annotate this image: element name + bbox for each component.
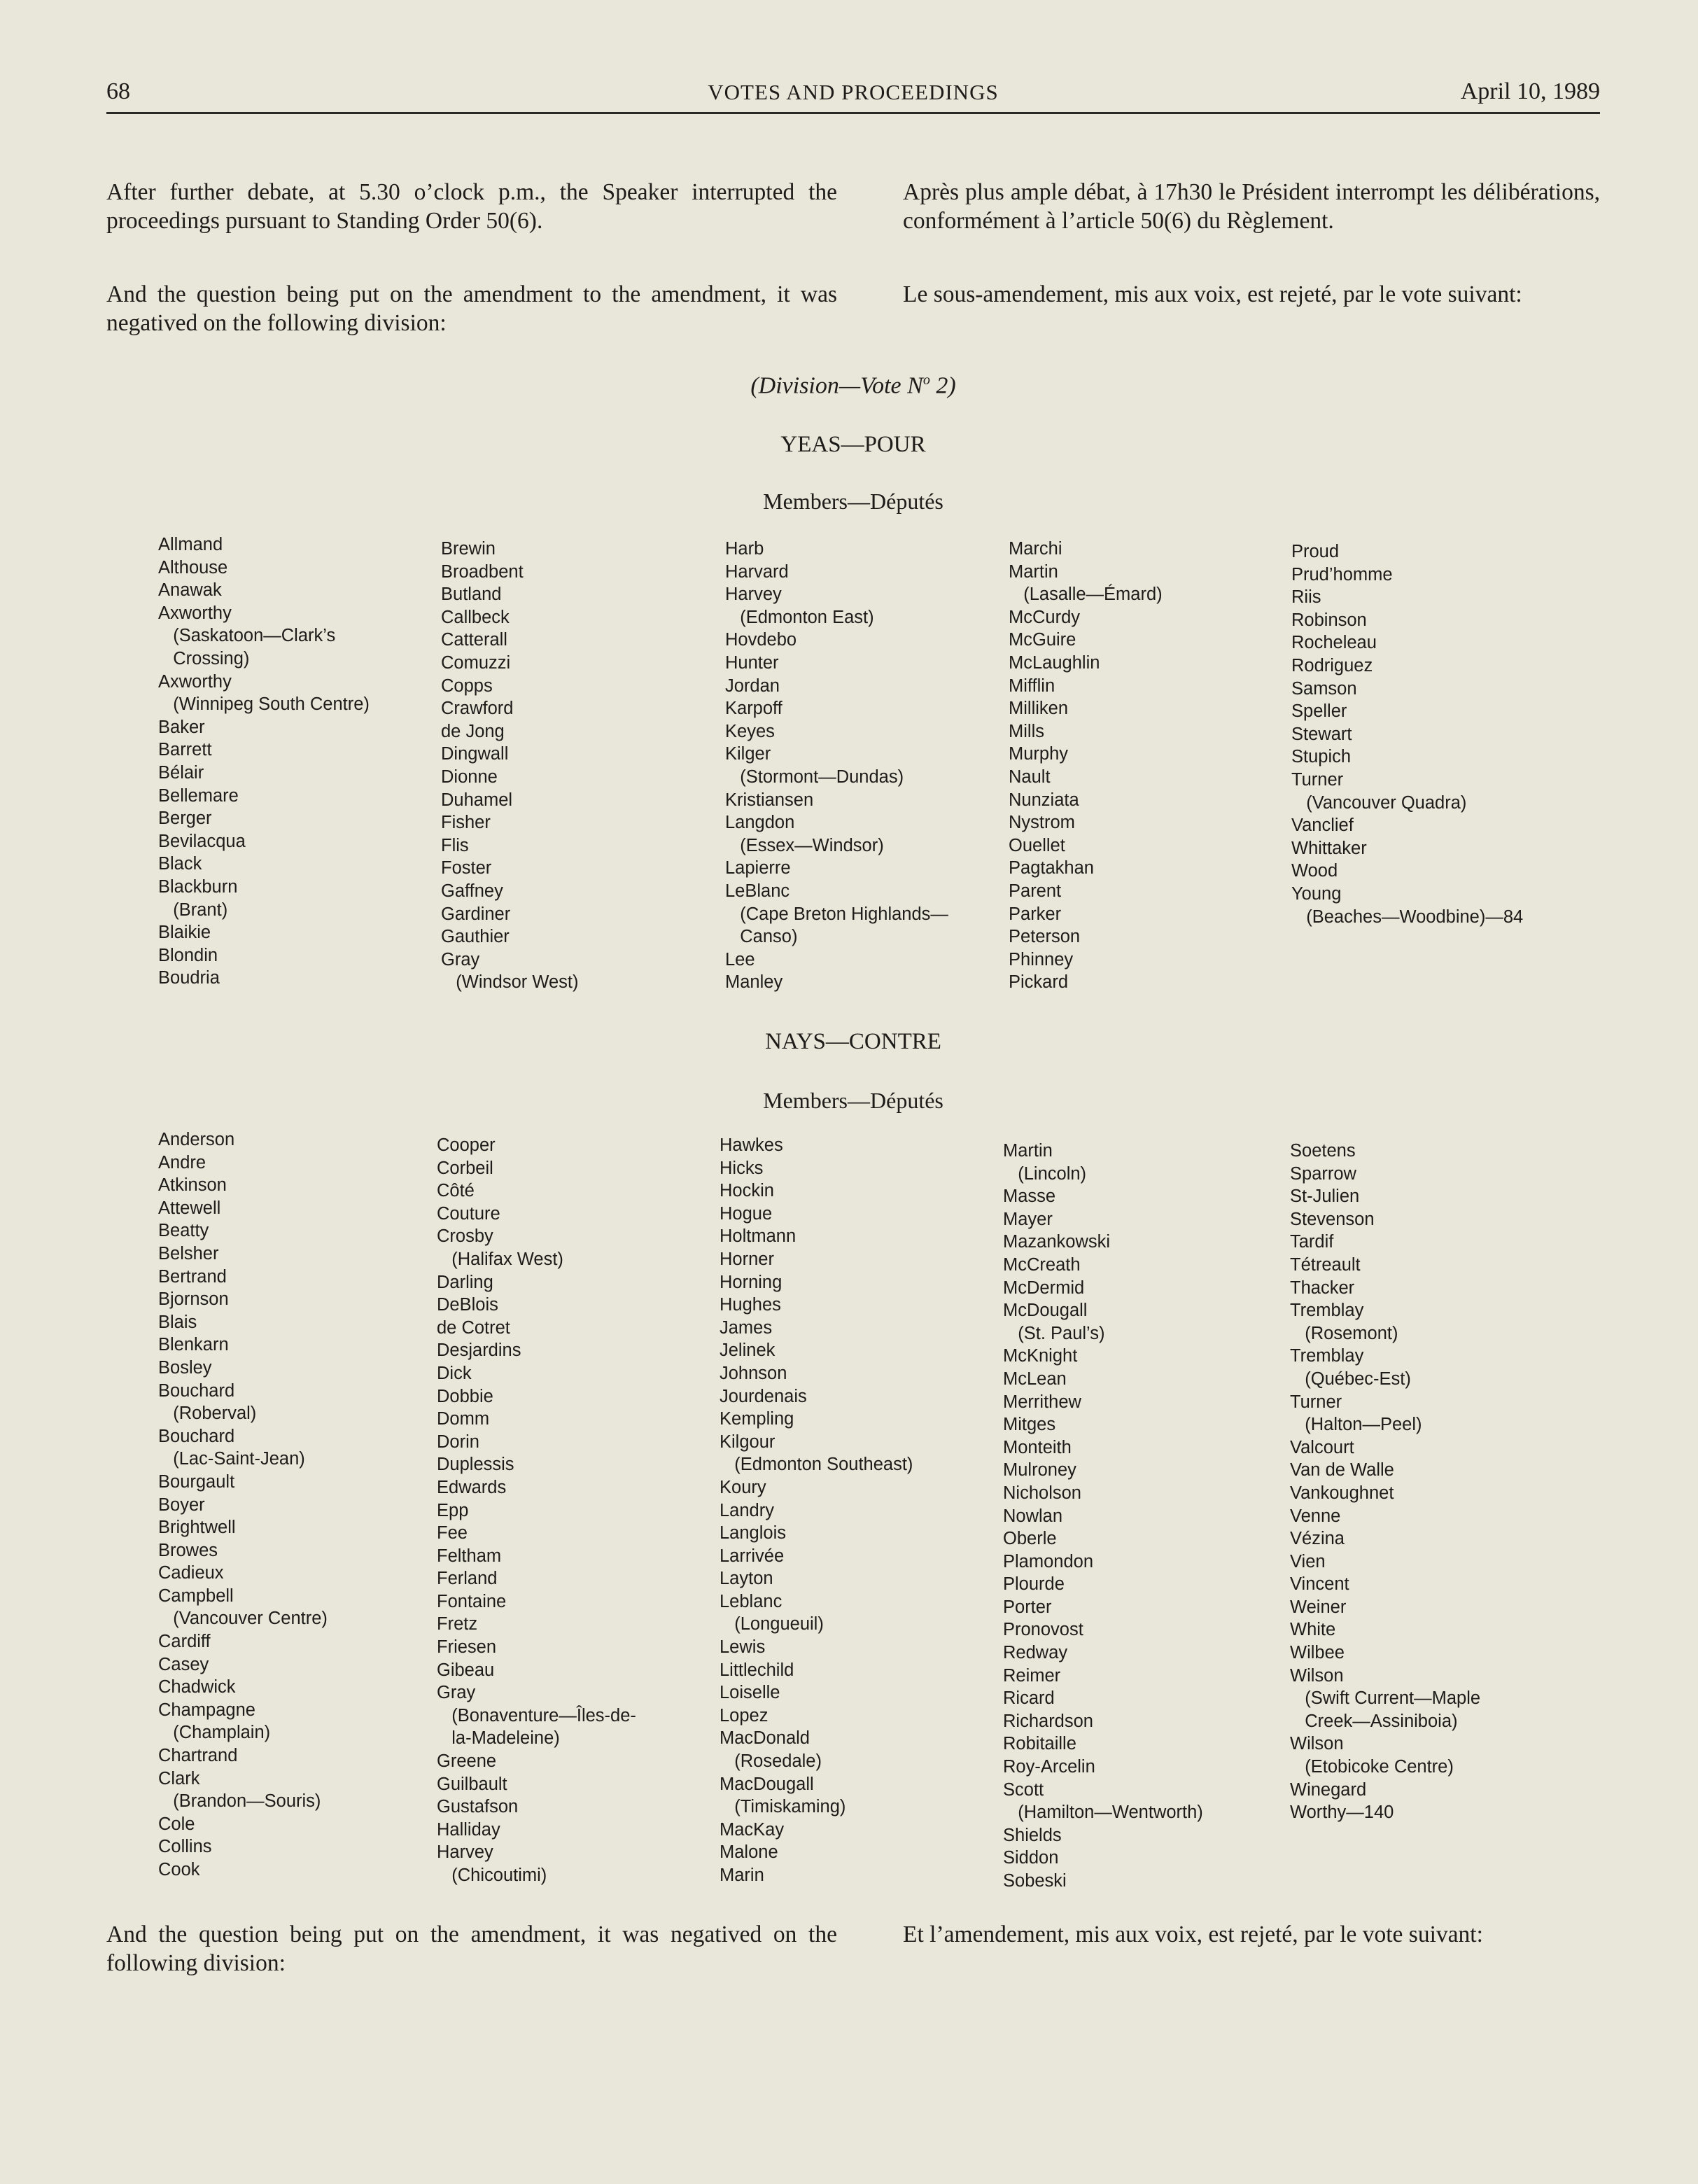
member-entry: de Cotret xyxy=(437,1317,510,1338)
member-entry: Stewart xyxy=(1291,724,1352,744)
member-entry: Berger xyxy=(158,808,212,829)
member-entry: Dorin xyxy=(437,1432,479,1452)
member-entry: Vanclief xyxy=(1291,816,1354,836)
member-entry: (St. Paul’s) xyxy=(1003,1323,1105,1343)
member-entry: Layton xyxy=(720,1569,773,1589)
member-entry: Weiner xyxy=(1290,1597,1347,1617)
member-entry: Hughes xyxy=(720,1295,781,1315)
member-entry: Bouchard xyxy=(158,1380,235,1401)
member-entry: Ferland xyxy=(437,1569,498,1589)
member-entry: Barrett xyxy=(158,740,212,760)
page-number: 68 xyxy=(106,78,130,104)
member-entry: Phinney xyxy=(1009,949,1074,969)
member-entry: (Swift Current—Maple xyxy=(1290,1688,1481,1709)
member-entry: (Edmonton Southeast) xyxy=(720,1455,913,1475)
member-entry: (Stormont—Dundas) xyxy=(725,766,904,787)
member-entry: Bourgault xyxy=(158,1471,235,1492)
member-entry: (Champlain) xyxy=(158,1723,271,1743)
member-entry: Harvey xyxy=(437,1842,493,1863)
member-entry: Peterson xyxy=(1009,927,1081,947)
member-entry: Porter xyxy=(1003,1597,1052,1617)
member-entry: Fisher xyxy=(441,813,491,833)
member-entry: Larrivée xyxy=(720,1546,785,1566)
member-entry: Chartrand xyxy=(158,1746,238,1766)
member-entry: Lapierre xyxy=(725,858,791,878)
member-entry: Black xyxy=(158,854,202,874)
member-entry: (Roberval) xyxy=(158,1404,257,1424)
member-entry: Parent xyxy=(1009,881,1062,901)
member-entry: Fee xyxy=(437,1523,468,1544)
member-entry: Mitges xyxy=(1003,1415,1056,1435)
member-entry: Redway xyxy=(1003,1643,1068,1663)
member-entry: MacKay xyxy=(720,1819,785,1840)
member-entry: Butland xyxy=(441,584,502,605)
member-entry: Parker xyxy=(1009,904,1062,924)
nays-column-3 xyxy=(720,1134,913,1887)
yeas-column-4 xyxy=(1009,538,1163,994)
member-entry: MacDougall xyxy=(720,1774,814,1794)
member-entry: Tétreault xyxy=(1290,1254,1361,1275)
member-entry: James xyxy=(720,1317,773,1338)
member-entry: Landry xyxy=(720,1500,774,1520)
member-entry: Beatty xyxy=(158,1221,209,1241)
member-entry: Axworthy xyxy=(158,603,232,623)
member-entry: (Lac-Saint-Jean) xyxy=(158,1449,305,1469)
member-entry: Marchi xyxy=(1009,539,1062,559)
member-entry: Flis xyxy=(441,835,469,855)
member-entry: Bélair xyxy=(158,762,204,783)
member-entry: Milliken xyxy=(1009,699,1069,719)
member-entry: Ricard xyxy=(1003,1688,1055,1709)
member-entry: Venne xyxy=(1290,1506,1341,1526)
member-entry: Cook xyxy=(158,1860,200,1879)
member-entry: Dick xyxy=(437,1363,472,1383)
member-entry: Friesen xyxy=(437,1637,497,1658)
member-entry: Samson xyxy=(1291,678,1357,699)
member-entry: Hawkes xyxy=(720,1135,783,1155)
member-entry: Speller xyxy=(1291,701,1347,722)
member-entry: Loiselle xyxy=(720,1683,780,1703)
member-entry: Nault xyxy=(1009,766,1051,787)
member-entry: Winegard xyxy=(1290,1779,1367,1800)
member-entry: Mazankowski xyxy=(1003,1232,1111,1252)
member-entry: Lopez xyxy=(720,1705,769,1726)
member-entry: Proud xyxy=(1291,542,1340,561)
member-entry: (Cape Breton Highlands— xyxy=(725,904,948,924)
member-entry: (Hamilton—Wentworth) xyxy=(1003,1802,1203,1823)
member-entry: Wilbee xyxy=(1290,1643,1345,1663)
member-entry: Malone xyxy=(720,1842,778,1863)
fr-paragraph-amendment: Et l’amendement, mis aux voix, est rejeté, par le vote suivant: xyxy=(903,1921,1483,1947)
member-entry: Gibeau xyxy=(437,1660,495,1680)
member-entry: Crossing) xyxy=(158,648,250,668)
member-entry: Corbeil xyxy=(437,1158,493,1178)
member-entry: Manley xyxy=(725,972,783,993)
member-entry: Horner xyxy=(720,1249,774,1269)
member-entry: Boyer xyxy=(158,1494,205,1515)
member-entry: Gustafson xyxy=(437,1797,519,1817)
member-entry: Fretz xyxy=(437,1614,478,1634)
member-entry: Pickard xyxy=(1009,972,1069,993)
yeas-heading: YEAS—POUR xyxy=(780,432,926,457)
member-entry: Lee xyxy=(725,949,755,969)
member-entry: Crosby xyxy=(437,1226,493,1247)
member-entry: Bouchard xyxy=(158,1426,235,1446)
member-entry: (Rosedale) xyxy=(720,1751,822,1772)
en-paragraph-debate: After further debate, at 5.30 o’clock p.m., the Speaker interrupted the proceedings pursuant to Standing Order 50(6). xyxy=(106,179,837,234)
member-entry: Blondin xyxy=(158,945,218,965)
member-entry: Tardif xyxy=(1290,1232,1334,1252)
member-entry: Turner xyxy=(1291,769,1344,790)
member-entry: Plamondon xyxy=(1003,1551,1094,1572)
en-paragraph-amendment: And the question being put on the amendment, it was negatived on the following division: xyxy=(106,1921,837,1976)
member-entry: Rocheleau xyxy=(1291,633,1377,653)
member-entry: Collins xyxy=(158,1837,212,1857)
member-entry: Masse xyxy=(1003,1186,1056,1207)
member-entry: Mifflin xyxy=(1009,676,1055,696)
member-entry: Dionne xyxy=(441,766,498,787)
member-entry: McLean xyxy=(1003,1368,1067,1389)
member-entry: Clark xyxy=(158,1768,200,1788)
division-title xyxy=(106,372,1600,399)
member-entry: Robitaille xyxy=(1003,1734,1076,1754)
member-entry: Bertrand xyxy=(158,1266,227,1287)
member-entry: Johnson xyxy=(720,1363,787,1383)
member-entry: Wood xyxy=(1291,861,1338,881)
member-entry: McGuire xyxy=(1009,630,1076,650)
member-entry: Bellemare xyxy=(158,785,239,806)
member-entry: McCurdy xyxy=(1009,607,1081,627)
member-entry: (Brant) xyxy=(158,899,228,920)
member-entry: Jordan xyxy=(725,676,780,696)
member-entry: Andre xyxy=(158,1152,206,1172)
member-entry: (Winnipeg South Centre) xyxy=(158,694,370,715)
member-entry: Casey xyxy=(158,1654,209,1674)
member-entry: Cooper xyxy=(437,1135,496,1155)
member-entry: Guilbault xyxy=(437,1774,507,1794)
member-entry: Roy-Arcelin xyxy=(1003,1757,1095,1777)
member-entry: Murphy xyxy=(1009,744,1069,764)
member-entry: Tremblay xyxy=(1290,1301,1364,1321)
member-entry: Champagne xyxy=(158,1700,255,1720)
nays-members-heading: Members—Députés xyxy=(763,1088,943,1113)
member-entry: Richardson xyxy=(1003,1711,1093,1731)
member-entry: Young xyxy=(1291,883,1342,904)
member-entry: Hovdebo xyxy=(725,630,797,650)
fr-paragraph-subamendment: Le sous-amendement, mis aux voix, est rejeté, par le vote suivant: xyxy=(903,281,1522,307)
member-entry: Domm xyxy=(437,1409,490,1429)
member-entry: Creek—Assiniboia) xyxy=(1290,1711,1458,1731)
member-entry: (Saskatoon—Clark’s xyxy=(158,626,336,646)
member-entry: Edwards xyxy=(437,1477,507,1497)
member-entry: la-Madeleine) xyxy=(437,1728,560,1749)
member-entry: Gray xyxy=(441,949,480,969)
member-entry: Epp xyxy=(437,1500,469,1520)
member-entry: Nowlan xyxy=(1003,1506,1063,1526)
member-entry: (Québec-Est) xyxy=(1290,1368,1411,1389)
member-entry: McKnight xyxy=(1003,1346,1078,1366)
member-entry: Jelinek xyxy=(720,1340,776,1361)
member-entry: Foster xyxy=(441,858,492,878)
member-entry: (Bonaventure—Îles-de- xyxy=(437,1705,636,1726)
member-entry: Gardiner xyxy=(441,904,511,924)
fr-paragraph-debate: Après plus ample débat, à 17h30 le Président interrompt les délibérations, conformément à l’article 50(6) du Règlement. xyxy=(903,179,1600,234)
nays-column-5 xyxy=(1290,1140,1480,1824)
member-entry: Siddon xyxy=(1003,1848,1059,1868)
member-entry: Worthy—140 xyxy=(1290,1802,1394,1823)
member-entry: Langdon xyxy=(725,813,795,833)
yeas-column-3 xyxy=(725,538,948,994)
member-entry: Gaffney xyxy=(441,881,503,901)
division-sup: o xyxy=(922,372,930,388)
member-entry: Dobbie xyxy=(437,1386,493,1406)
member-entry: Darling xyxy=(437,1272,493,1292)
member-entry: Oberle xyxy=(1003,1529,1057,1549)
member-entry: St-Julien xyxy=(1290,1186,1360,1207)
member-entry: Turner xyxy=(1290,1392,1342,1412)
sitting-date: April 10, 1989 xyxy=(1460,78,1600,104)
division-prefix: (Division—Vote N xyxy=(750,372,923,399)
member-entry: Côté xyxy=(437,1181,475,1201)
member-entry: McLaughlin xyxy=(1009,652,1100,673)
member-entry: Catterall xyxy=(441,630,507,650)
member-entry: Anawak xyxy=(158,580,222,601)
member-entry: Shields xyxy=(1003,1825,1062,1845)
member-entry: Gray xyxy=(437,1683,476,1703)
member-entry: Bevilacqua xyxy=(158,831,246,851)
member-entry: Hunter xyxy=(725,652,779,673)
member-entry: Wilson xyxy=(1290,1734,1344,1754)
member-entry: Nystrom xyxy=(1009,813,1075,833)
nays-column-2 xyxy=(437,1134,636,1887)
member-entry: Couture xyxy=(437,1203,500,1224)
en-paragraph-subamendment: And the question being put on the amendment to the amendment, it was negatived on the following division: xyxy=(106,281,837,336)
member-entry: Anderson xyxy=(158,1130,235,1149)
member-entry: Kilger xyxy=(725,744,771,764)
member-entry: Blaikie xyxy=(158,923,211,943)
member-entry: Martin xyxy=(1009,561,1058,582)
member-entry: MacDonald xyxy=(720,1728,810,1749)
member-entry: (Vancouver Centre) xyxy=(158,1609,328,1629)
member-entry: Koury xyxy=(720,1477,766,1497)
member-entry: Ouellet xyxy=(1009,835,1065,855)
member-entry: Cadieux xyxy=(158,1563,224,1583)
member-entry: Tremblay xyxy=(1290,1346,1364,1366)
member-entry: Blenkarn xyxy=(158,1335,229,1355)
member-entry: Hogue xyxy=(720,1203,773,1224)
member-entry: Thacker xyxy=(1290,1278,1355,1298)
member-entry: Sparrow xyxy=(1290,1163,1356,1184)
member-entry: Whittaker xyxy=(1291,838,1367,858)
member-entry: Althouse xyxy=(158,557,228,578)
member-entry: Vien xyxy=(1290,1551,1326,1572)
member-entry: DeBlois xyxy=(437,1295,498,1315)
nays-column-4 xyxy=(1003,1140,1203,1893)
member-entry: Hicks xyxy=(720,1158,764,1178)
member-entry: Blackburn xyxy=(158,876,238,897)
member-entry: Robinson xyxy=(1291,610,1367,630)
member-entry: Stupich xyxy=(1291,747,1352,767)
member-entry: Nicholson xyxy=(1003,1483,1081,1503)
member-entry: Brewin xyxy=(441,539,496,559)
member-entry: Axworthy xyxy=(158,671,232,692)
member-entry: (Halifax West) xyxy=(437,1249,563,1269)
member-entry: Wilson xyxy=(1290,1665,1344,1686)
member-entry: (Lasalle—Émard) xyxy=(1009,584,1163,605)
member-entry: McDougall xyxy=(1003,1301,1088,1321)
member-entry: Vincent xyxy=(1290,1574,1349,1595)
member-entry: Valcourt xyxy=(1290,1437,1354,1457)
member-entry: Prud’homme xyxy=(1291,564,1393,584)
member-entry: Pagtakhan xyxy=(1009,858,1094,878)
member-entry: Langlois xyxy=(720,1523,786,1544)
member-entry: (Windsor West) xyxy=(441,972,579,993)
division-suffix: 2) xyxy=(929,372,956,399)
member-entry: Campbell xyxy=(158,1586,234,1606)
member-entry: (Rosemont) xyxy=(1290,1323,1398,1343)
member-entry: Jourdenais xyxy=(720,1386,807,1406)
member-entry: Cole xyxy=(158,1814,195,1834)
member-entry: Comuzzi xyxy=(441,652,511,673)
member-entry: Mayer xyxy=(1003,1209,1053,1229)
member-entry: Desjardins xyxy=(437,1340,521,1361)
nays-column-1 xyxy=(158,1128,328,1882)
member-entry: Belsher xyxy=(158,1243,219,1264)
member-entry: Nunziata xyxy=(1009,790,1079,810)
member-entry: Pronovost xyxy=(1003,1620,1083,1640)
member-entry: (Edmonton East) xyxy=(725,607,874,627)
member-entry: (Brandon—Souris) xyxy=(158,1791,321,1812)
member-entry: Attewell xyxy=(158,1198,221,1218)
member-entry: Horning xyxy=(720,1272,783,1292)
member-entry: Hockin xyxy=(720,1181,774,1201)
member-entry: (Chicoutimi) xyxy=(437,1865,547,1885)
member-entry: Browes xyxy=(158,1540,218,1560)
member-entry: Chadwick xyxy=(158,1677,236,1698)
member-entry: de Jong xyxy=(441,721,505,741)
member-entry: Boudria xyxy=(158,968,220,988)
member-entry: Keyes xyxy=(725,721,775,741)
member-entry: Copps xyxy=(441,676,493,696)
member-entry: Holtmann xyxy=(720,1226,797,1247)
member-entry: Littlechild xyxy=(720,1660,794,1680)
member-entry: Greene xyxy=(437,1751,497,1772)
member-entry: Canso) xyxy=(725,927,798,947)
member-entry: Stevenson xyxy=(1290,1209,1375,1229)
member-entry: Lewis xyxy=(720,1637,766,1658)
header-rule xyxy=(106,112,1600,114)
nays-heading: NAYS—CONTRE xyxy=(765,1029,941,1054)
member-entry: Baker xyxy=(158,717,205,737)
member-entry: Scott xyxy=(1003,1779,1044,1800)
member-entry: Cardiff xyxy=(158,1632,211,1652)
member-entry: Atkinson xyxy=(158,1175,227,1196)
journal-title: VOTES AND PROCEEDINGS xyxy=(708,80,999,104)
member-entry: McDermid xyxy=(1003,1278,1085,1298)
member-entry: (Longueuil) xyxy=(720,1614,824,1634)
member-entry: Callbeck xyxy=(441,607,510,627)
yeas-members-heading: Members—Députés xyxy=(763,489,943,514)
member-entry: Broadbent xyxy=(441,561,524,582)
member-entry: (Halton—Peel) xyxy=(1290,1415,1422,1435)
member-entry: Bjornson xyxy=(158,1289,229,1310)
member-entry: Leblanc xyxy=(720,1591,783,1611)
member-entry: White xyxy=(1290,1620,1336,1640)
member-entry: Feltham xyxy=(437,1546,502,1566)
yeas-column-1 xyxy=(158,533,370,990)
member-entry: (Lincoln) xyxy=(1003,1163,1087,1184)
member-entry: Martin xyxy=(1003,1141,1053,1161)
member-entry: Gauthier xyxy=(441,927,510,947)
member-entry: Duhamel xyxy=(441,790,513,810)
member-entry: Riis xyxy=(1291,587,1321,608)
member-entry: Dingwall xyxy=(441,744,509,764)
yeas-column-5 xyxy=(1291,540,1523,928)
member-entry: Brightwell xyxy=(158,1518,236,1538)
member-entry: Fontaine xyxy=(437,1591,507,1611)
member-entry: Rodriguez xyxy=(1291,655,1373,676)
member-entry: Duplessis xyxy=(437,1455,514,1475)
member-entry: Vankoughnet xyxy=(1290,1483,1394,1503)
member-entry: Harvey xyxy=(725,584,782,605)
member-entry: (Vancouver Quadra) xyxy=(1291,792,1467,813)
member-entry: (Essex—Windsor) xyxy=(725,835,884,855)
member-entry: Allmand xyxy=(158,535,223,554)
member-entry: Crawford xyxy=(441,699,514,719)
yeas-column-2 xyxy=(441,538,578,994)
member-entry: Merrithew xyxy=(1003,1392,1081,1412)
member-entry: Kilgour xyxy=(720,1432,776,1452)
member-entry: Reimer xyxy=(1003,1665,1061,1686)
member-entry: Halliday xyxy=(437,1819,500,1840)
member-entry: (Etobicoke Centre) xyxy=(1290,1757,1454,1777)
member-entry: Bosley xyxy=(158,1357,212,1378)
member-entry: Marin xyxy=(720,1865,764,1885)
member-entry: Monteith xyxy=(1003,1437,1072,1457)
member-entry: Plourde xyxy=(1003,1574,1065,1595)
member-entry: Kristiansen xyxy=(725,790,814,810)
member-entry: Mills xyxy=(1009,721,1044,741)
member-entry: Karpoff xyxy=(725,699,783,719)
member-entry: Vézina xyxy=(1290,1529,1345,1549)
member-entry: Van de Walle xyxy=(1290,1460,1394,1480)
member-entry: Blais xyxy=(158,1312,197,1332)
member-entry: (Timiskaming) xyxy=(720,1797,846,1817)
member-entry: Sobeski xyxy=(1003,1871,1067,1891)
member-entry: (Beaches—Woodbine)—84 xyxy=(1291,906,1524,927)
member-entry: McCreath xyxy=(1003,1254,1081,1275)
member-entry: Soetens xyxy=(1290,1141,1356,1161)
running-header xyxy=(106,78,1600,120)
member-entry: Kempling xyxy=(720,1409,794,1429)
member-entry: Mulroney xyxy=(1003,1460,1076,1480)
member-entry: LeBlanc xyxy=(725,881,790,901)
member-entry: Harb xyxy=(725,539,764,559)
member-entry: Harvard xyxy=(725,561,789,582)
